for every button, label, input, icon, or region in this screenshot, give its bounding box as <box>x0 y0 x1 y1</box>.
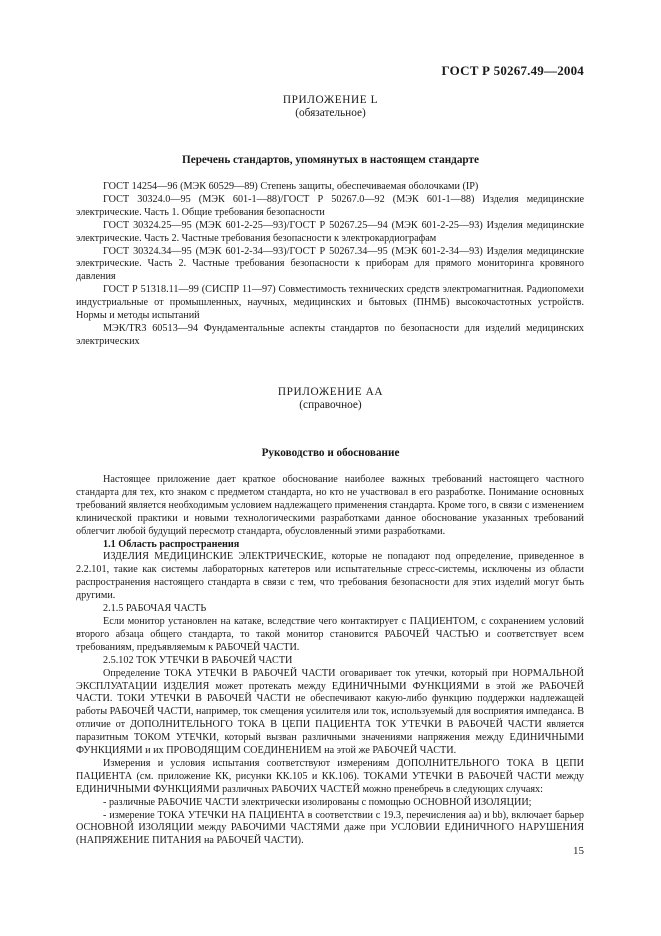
section-paragraph: Измерения и условия испытания соответствуют измерениям ДОПОЛНИТЕЛЬНОГО ТОКА В ЦЕПИ ПАЦИЕНТА (см. приложение КК, рисунки КК.105 и КК.106). ТОКАМИ УТЕЧКИ В РАБОЧЕЙ ЧАСТИ между ЕДИНИЧНЫМИ ФУНКЦИЯМИ различных РАБОЧИХ ЧАСТЕЙ можно пренебречь в следующих случаях: <box>76 757 584 795</box>
list-item: ГОСТ 30324.0—95 (МЭК 601-1—88)/ГОСТ Р 50267.0—92 (МЭК 601-1—88) Изделия медицинские электрические. Часть 1. Общие требования безопасности <box>76 193 584 218</box>
appendix-l-title: ПРИЛОЖЕНИЕ L <box>282 94 379 106</box>
appendix-aa-heading: Руководство и обоснование <box>261 447 400 459</box>
section-title: 1.1 Область распространения <box>103 538 240 550</box>
appendix-aa-title: ПРИЛОЖЕНИЕ АА <box>277 386 384 398</box>
intro-paragraph: Настоящее приложение дает краткое обоснование наиболее важных требований настоящего частного стандарта для тех, кто знаком с предметом стандарта, но кто не участвовал в его разработке. Понимание основных требований является необходимым условием надлежащего применения стандарта. Кроме того, в связи с изменением клинической практики и новыми технологическими разработками данное обоснование указанных требований облегчит любой будущий пересмотр стандарта, обусловленный этими разработками. <box>76 474 584 537</box>
appendix-aa-status: (справочное) <box>299 399 362 411</box>
appendix-l-heading: Перечень стандартов, упомянутых в настоящем стандарте <box>182 154 479 166</box>
appendix-aa-header <box>0 386 661 412</box>
list-item: ГОСТ 14254—96 (МЭК 60529—89) Степень защиты, обеспечиваемая оболочками (IP) <box>103 181 479 192</box>
appendix-l-status: (обязательное) <box>295 107 366 119</box>
section-paragraph: ИЗДЕЛИЯ МЕДИЦИНСКИЕ ЭЛЕКТРИЧЕСКИЕ, которые не попадают под определение, приведенное в 2.2.101, такие как системы лабораторных катетеров или испытательные стресс-системы, исключены из области распространения настоящего стандарта в связи с тем, что требования безопасности для этих изделий могут быть другими. <box>76 551 584 602</box>
list-item: МЭК/TR3 60513—94 Фундаментальные аспекты стандартов по безопасности для изделий медицинских электрических <box>76 322 584 347</box>
list-item: ГОСТ Р 51318.11—99 (СИСПР 11—97) Совместимость технических средств электромагнитная. Радиопомехи индустриальные от промышленных, научных, медицинских и бытовых (ПНМБ) высокочастотных устройств. Нормы и методы испытаний <box>76 284 584 322</box>
list-item: ГОСТ 30324.34—95 (МЭК 601-2-34—93)/ГОСТ Р 50267.34—95 (МЭК 601-2-34—93) Изделия медицинские электрические. Часть 2. Частные требования безопасности к приборам для прямого мониторинга кровяного давления <box>76 245 584 283</box>
page-number: 15 <box>573 845 584 857</box>
section-title: 2.1.5 РАБОЧАЯ ЧАСТЬ <box>103 603 207 615</box>
section-title: 2.5.102 ТОК УТЕЧКИ В РАБОЧЕЙ ЧАСТИ <box>103 654 293 666</box>
section-paragraph: Если монитор установлен на катаке, вследствие чего контактирует с ПАЦИЕНТОМ, с сохранением условий второго абзаца общего стандарта, то такой монитор становится РАБОЧЕЙ ЧАСТЬЮ и соответствует всем требованиям, предъявляемым к РАБОЧЕЙ ЧАСТИ. <box>76 615 584 653</box>
list-item: - различные РАБОЧИЕ ЧАСТИ электрически изолированы с помощью ОСНОВНОЙ ИЗОЛЯЦИИ; <box>103 796 532 808</box>
appendix-l-header <box>0 94 661 120</box>
list-item: - измерение ТОКА УТЕЧКИ НА ПАЦИЕНТА в соответствии с 19.3, перечисления аа) и bb), включает барьер ОСНОВНОЙ ИЗОЛЯЦИИ между РАБОЧИМИ ЧАСТЯМИ даже при УСЛОВИИ ЕДИНИЧНОГО НАРУШЕНИЯ (НАПРЯЖЕНИЕ ПИТАНИЯ на РАБОЧЕЙ ЧАСТИ). <box>76 809 584 847</box>
appendix-aa-body <box>76 474 584 848</box>
document-number: ГОСТ Р 50267.49—2004 <box>441 63 584 78</box>
standards-list <box>76 181 584 349</box>
list-item: ГОСТ 30324.25—95 (МЭК 601-2-25—93)/ГОСТ Р 50267.25—94 (МЭК 601-2-25—93) Изделия медицинские электрические. Часть 2. Частные требования безопасности к электрокардиографам <box>76 219 584 244</box>
section-paragraph: Определение ТОКА УТЕЧКИ В РАБОЧЕЙ ЧАСТИ оговаривает ток утечки, который при НОРМАЛЬНОЙ ЭКСПЛУАТАЦИИ ИЗДЕЛИЯ может протекать между ЕДИНИЧНЫМИ ФУНКЦИЯМИ в этой же РАБОЧЕЙ ЧАСТИ. ТОКИ УТЕЧКИ В РАБОЧЕЙ ЧАСТИ не обеспечивают какую-либо функцию поддержки надлежащей работы РАБОЧЕЙ ЧАСТИ, например, ток смещения усилителя или ток, используемый для восприятия импеданса. В отличие от ДОПОЛНИТЕЛЬНОГО ТОКА В ЦЕПИ ПАЦИЕНТА ТОК УТЕЧКИ В РАБОЧЕЙ ЧАСТИ является паразитным ТОКОМ УТЕЧКИ, который вызван различными значениями напряжения между ЕДИНИЧНЫМИ ФУНКЦИЯМИ и их ПРОВОДЯЩИМ СОЕДИНЕНИЕМ на этой же РАБОЧЕЙ ЧАСТИ. <box>76 667 584 757</box>
